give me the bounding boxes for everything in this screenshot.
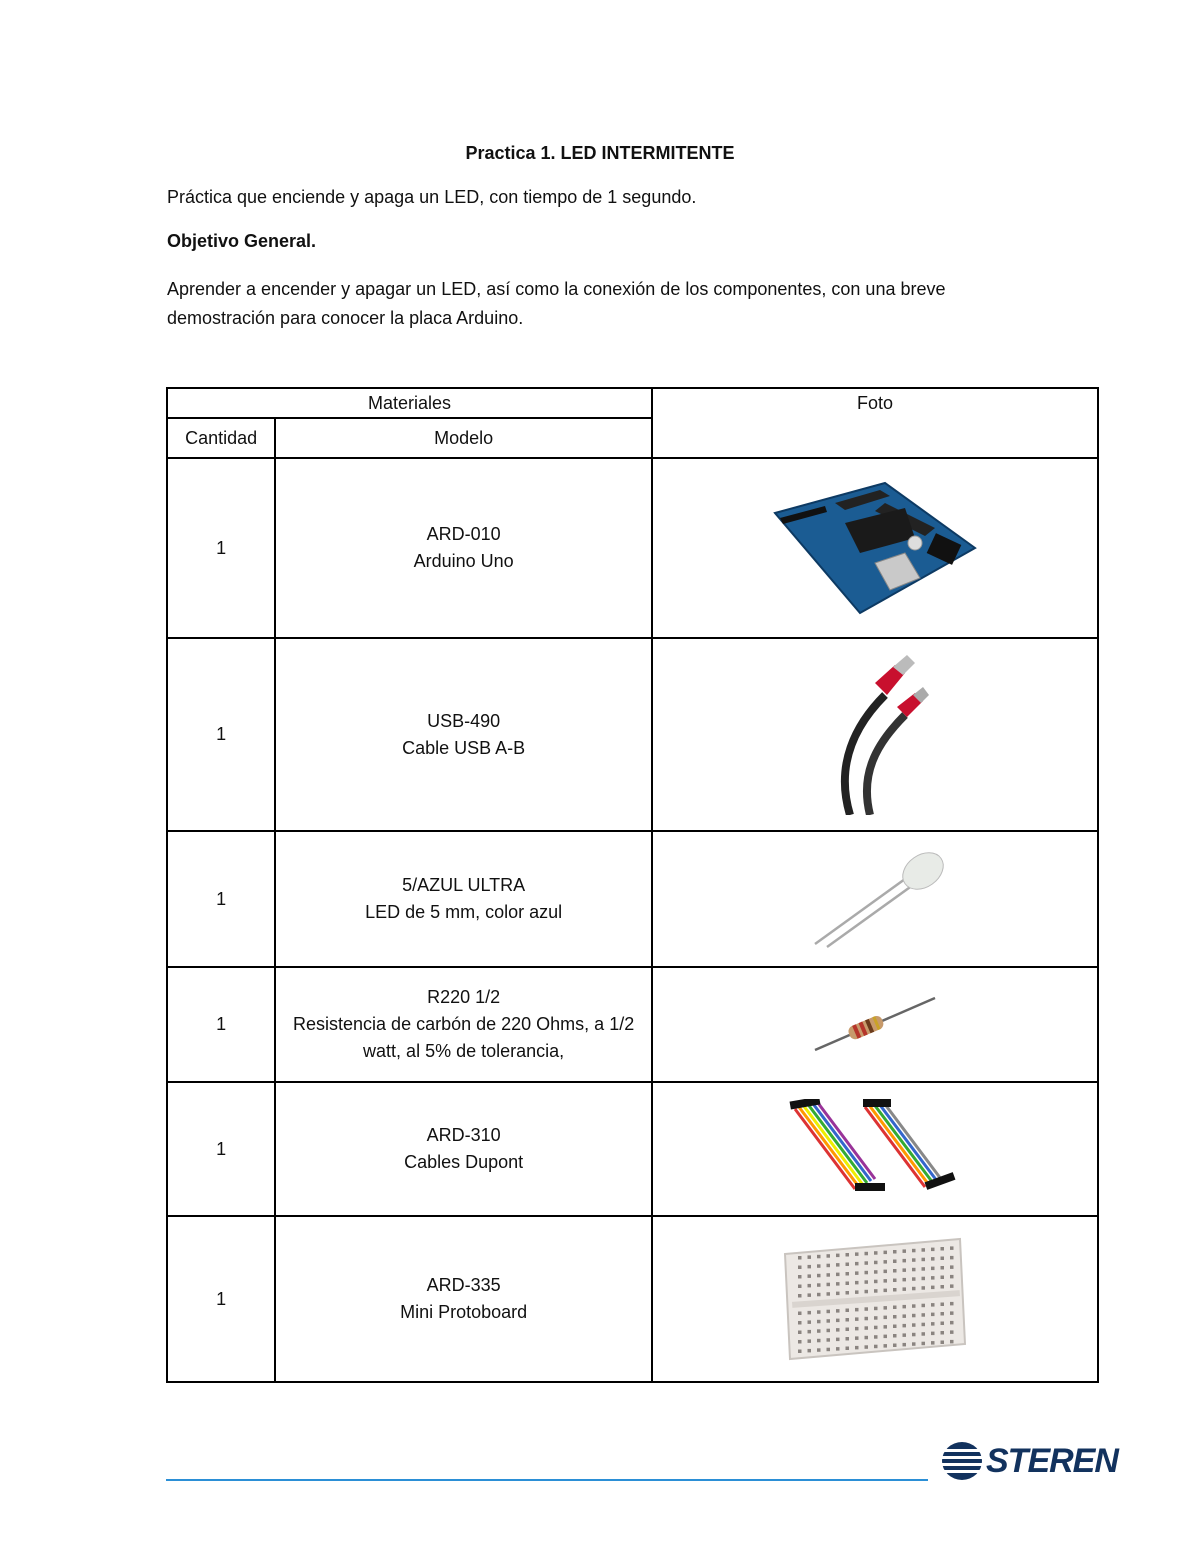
protoboard-hole <box>931 1276 935 1280</box>
protoboard-hole <box>827 1310 831 1314</box>
protoboard-hole <box>893 1325 897 1329</box>
protoboard-hole <box>903 1314 907 1318</box>
arduino-board-icon <box>765 478 985 618</box>
protoboard-hole <box>912 1258 916 1262</box>
table-row <box>167 831 1098 967</box>
protoboard-hole <box>912 1314 916 1318</box>
protoboard-hole <box>836 1292 840 1296</box>
model-code: ARD-010 <box>426 524 501 544</box>
photo-cell <box>652 1082 1098 1216</box>
protoboard-hole <box>912 1342 916 1346</box>
protoboard-hole <box>855 1271 859 1275</box>
protoboard-hole <box>922 1323 926 1327</box>
protoboard-hole <box>874 1280 878 1284</box>
steren-logo <box>940 1440 1125 1482</box>
protoboard-hole <box>950 1340 954 1344</box>
protoboard-hole <box>827 1283 831 1287</box>
protoboard-hole <box>903 1333 907 1337</box>
protoboard-hole <box>846 1347 850 1351</box>
protoboard-hole <box>903 1249 907 1253</box>
protoboard-hole <box>827 1348 831 1352</box>
protoboard-hole <box>827 1319 831 1323</box>
protoboard-hole <box>874 1307 878 1311</box>
photo-cell <box>652 831 1098 967</box>
protoboard-hole <box>836 1282 840 1286</box>
protoboard-hole <box>836 1338 840 1342</box>
protoboard-hole <box>912 1268 916 1272</box>
protoboard-hole <box>893 1288 897 1292</box>
protoboard-hole <box>922 1277 926 1281</box>
protoboard-hole <box>941 1312 945 1316</box>
model-cell <box>275 1216 652 1382</box>
model-cell <box>275 638 652 831</box>
protoboard-hole <box>817 1339 821 1343</box>
protoboard-hole <box>798 1340 802 1344</box>
protoboard-hole <box>827 1338 831 1342</box>
photo-cell <box>652 1216 1098 1382</box>
model-description: Mini Protoboard <box>400 1302 528 1322</box>
protoboard-hole <box>874 1335 878 1339</box>
protoboard-hole <box>912 1287 916 1291</box>
table-row <box>167 967 1098 1082</box>
photo-cell <box>652 458 1098 638</box>
usb-cable-icon <box>815 655 935 815</box>
protoboard-hole <box>808 1339 812 1343</box>
protoboard-hole <box>865 1252 869 1256</box>
protoboard-hole <box>884 1279 888 1283</box>
protoboard-hole <box>817 1329 821 1333</box>
protoboard-hole <box>950 1311 954 1315</box>
protoboard-hole <box>912 1249 916 1253</box>
model-code: R220 1/2 <box>427 987 501 1007</box>
quantity-cell: 1 <box>167 967 275 1082</box>
protoboard-hole <box>846 1253 850 1257</box>
protoboard-hole <box>808 1255 812 1259</box>
protoboard-hole <box>874 1345 878 1349</box>
protoboard-hole <box>817 1255 821 1259</box>
quantity-header: Cantidad <box>167 418 275 458</box>
quantity-cell: 1 <box>167 831 275 967</box>
protoboard-hole <box>903 1324 907 1328</box>
protoboard-hole <box>941 1322 945 1326</box>
intro-text: Práctica que enciende y apaga un LED, con tiempo de 1 segundo. <box>167 187 697 207</box>
protoboard-hole <box>827 1273 831 1277</box>
protoboard-hole <box>893 1306 897 1310</box>
protoboard-hole <box>922 1342 926 1346</box>
model-code: USB-490 <box>427 710 501 731</box>
protoboard-hole <box>855 1317 859 1321</box>
protoboard-hole <box>836 1254 840 1258</box>
protoboard-hole <box>874 1289 878 1293</box>
protoboard-hole <box>808 1274 812 1278</box>
protoboard-hole <box>827 1264 831 1268</box>
protoboard-hole <box>836 1309 840 1313</box>
protoboard-hole <box>874 1270 878 1274</box>
protoboard-hole <box>865 1307 869 1311</box>
protoboard-hole <box>903 1268 907 1272</box>
protoboard-hole <box>931 1313 935 1317</box>
protoboard-hole <box>798 1294 802 1298</box>
protoboard-hole <box>903 1278 907 1282</box>
materials-table <box>166 387 1099 1383</box>
protoboard-hole <box>817 1293 821 1297</box>
protoboard-hole <box>817 1320 821 1324</box>
protoboard-hole <box>912 1323 916 1327</box>
protoboard-hole <box>846 1328 850 1332</box>
protoboard-hole <box>903 1259 907 1263</box>
protoboard-hole <box>922 1313 926 1317</box>
model-description: Cable USB A-B <box>402 737 526 758</box>
protoboard-hole <box>912 1277 916 1281</box>
protoboard-hole <box>817 1274 821 1278</box>
protoboard-hole <box>798 1256 802 1260</box>
led-icon <box>795 849 955 949</box>
protoboard-hole <box>798 1321 802 1325</box>
protoboard-hole <box>950 1284 954 1288</box>
model-cell <box>275 458 652 638</box>
model-description: Arduino Uno <box>413 551 514 571</box>
protoboard-hole <box>846 1282 850 1286</box>
protoboard-hole <box>836 1273 840 1277</box>
quantity-cell: 1 <box>167 1082 275 1216</box>
protoboard-hole <box>865 1280 869 1284</box>
protoboard-hole <box>903 1343 907 1347</box>
quantity-cell: 1 <box>167 638 275 831</box>
protoboard-hole <box>931 1341 935 1345</box>
protoboard-icon <box>780 1234 970 1364</box>
protoboard-hole <box>893 1260 897 1264</box>
protoboard-hole <box>874 1316 878 1320</box>
protoboard-hole <box>855 1281 859 1285</box>
protoboard-hole <box>884 1289 888 1293</box>
protoboard-hole <box>855 1262 859 1266</box>
table-row <box>167 1216 1098 1382</box>
protoboard-hole <box>827 1254 831 1258</box>
protoboard-hole <box>846 1263 850 1267</box>
protoboard-hole <box>931 1257 935 1261</box>
protoboard-hole <box>836 1319 840 1323</box>
protoboard-hole <box>912 1304 916 1308</box>
table-row <box>167 638 1098 831</box>
table-row <box>167 1082 1098 1216</box>
protoboard-hole <box>893 1279 897 1283</box>
protoboard-hole <box>941 1303 945 1307</box>
protoboard-hole <box>865 1261 869 1265</box>
protoboard-hole <box>884 1325 888 1329</box>
protoboard-hole <box>922 1267 926 1271</box>
protoboard-hole <box>931 1267 935 1271</box>
protoboard-hole <box>950 1275 954 1279</box>
protoboard-hole <box>827 1292 831 1296</box>
protoboard-hole <box>903 1287 907 1291</box>
protoboard-hole <box>855 1290 859 1294</box>
protoboard-hole <box>808 1284 812 1288</box>
protoboard-hole <box>874 1261 878 1265</box>
protoboard-hole <box>817 1310 821 1314</box>
protoboard-hole <box>931 1286 935 1290</box>
protoboard-hole <box>893 1250 897 1254</box>
protoboard-hole <box>912 1333 916 1337</box>
protoboard-hole <box>941 1331 945 1335</box>
protoboard-hole <box>931 1248 935 1252</box>
protoboard-hole <box>865 1317 869 1321</box>
protoboard-hole <box>884 1306 888 1310</box>
protoboard-hole <box>931 1303 935 1307</box>
model-description: LED de 5 mm, color azul <box>365 902 563 922</box>
protoboard-hole <box>817 1348 821 1352</box>
protoboard-hole <box>808 1265 812 1269</box>
protoboard-hole <box>950 1265 954 1269</box>
table-row <box>167 458 1098 638</box>
protoboard-hole <box>865 1271 869 1275</box>
protoboard-hole <box>846 1309 850 1313</box>
protoboard-hole <box>950 1246 954 1250</box>
protoboard-hole <box>931 1332 935 1336</box>
protoboard-hole <box>798 1312 802 1316</box>
protoboard-hole <box>855 1346 859 1350</box>
protoboard-hole <box>808 1349 812 1353</box>
protoboard-hole <box>922 1332 926 1336</box>
steren-logo-icon <box>940 1440 984 1482</box>
protoboard-hole <box>836 1328 840 1332</box>
protoboard-hole <box>884 1251 888 1255</box>
model-code: 5/AZUL ULTRA <box>402 875 526 895</box>
protoboard-hole <box>846 1337 850 1341</box>
protoboard-hole <box>846 1291 850 1295</box>
photo-cell <box>652 638 1098 831</box>
dupont-cables-icon <box>785 1099 965 1199</box>
objective-heading: Objetivo General. <box>167 231 317 251</box>
protoboard-hole <box>941 1285 945 1289</box>
document-title: Practica 1. LED INTERMITENTE <box>465 143 735 163</box>
protoboard-hole <box>884 1270 888 1274</box>
quantity-cell: 1 <box>167 458 275 638</box>
model-description: Cables Dupont <box>404 1152 524 1172</box>
protoboard-hole <box>893 1334 897 1338</box>
protoboard-hole <box>855 1252 859 1256</box>
protoboard-hole <box>865 1345 869 1349</box>
protoboard-hole <box>827 1329 831 1333</box>
protoboard-hole <box>884 1344 888 1348</box>
protoboard-hole <box>893 1315 897 1319</box>
protoboard-hole <box>865 1336 869 1340</box>
protoboard-hole <box>798 1275 802 1279</box>
protoboard-hole <box>922 1248 926 1252</box>
protoboard-hole <box>808 1311 812 1315</box>
protoboard-hole <box>808 1293 812 1297</box>
protoboard-hole <box>884 1316 888 1320</box>
protoboard-hole <box>808 1320 812 1324</box>
quantity-cell: 1 <box>167 1216 275 1382</box>
protoboard-hole <box>836 1263 840 1267</box>
protoboard-hole <box>941 1266 945 1270</box>
protoboard-hole <box>950 1321 954 1325</box>
protoboard-hole <box>808 1330 812 1334</box>
model-code: ARD-310 <box>426 1125 501 1145</box>
protoboard-hole <box>931 1322 935 1326</box>
photo-header: Foto <box>652 388 1098 458</box>
protoboard-hole <box>798 1331 802 1335</box>
protoboard-hole <box>817 1283 821 1287</box>
model-cell <box>275 1082 652 1216</box>
protoboard-hole <box>922 1304 926 1308</box>
protoboard-hole <box>893 1344 897 1348</box>
protoboard-hole <box>950 1302 954 1306</box>
protoboard-hole <box>855 1308 859 1312</box>
model-cell <box>275 967 652 1082</box>
protoboard-hole <box>903 1305 907 1309</box>
protoboard-hole <box>846 1318 850 1322</box>
protoboard-hole <box>874 1326 878 1330</box>
protoboard-hole <box>798 1350 802 1354</box>
protoboard-hole <box>884 1260 888 1264</box>
protoboard-hole <box>798 1266 802 1270</box>
protoboard-hole <box>941 1341 945 1345</box>
protoboard-hole <box>950 1256 954 1260</box>
protoboard-hole <box>865 1290 869 1294</box>
model-header: Modelo <box>275 418 652 458</box>
protoboard-hole <box>817 1264 821 1268</box>
protoboard-hole <box>950 1330 954 1334</box>
protoboard-hole <box>836 1347 840 1351</box>
photo-cell <box>652 967 1098 1082</box>
protoboard-hole <box>922 1258 926 1262</box>
objective-text: Aprender a encender y apagar un LED, así como la conexión de los componentes, con una breve demostración para conocer la placa Arduino. <box>167 279 946 328</box>
protoboard-hole <box>922 1286 926 1290</box>
protoboard-hole <box>798 1285 802 1289</box>
protoboard-hole <box>874 1251 878 1255</box>
protoboard-hole <box>941 1247 945 1251</box>
model-code: ARD-335 <box>426 1275 501 1295</box>
protoboard-hole <box>865 1326 869 1330</box>
protoboard-hole <box>846 1272 850 1276</box>
protoboard-hole <box>941 1257 945 1261</box>
resistor-icon <box>810 990 940 1060</box>
protoboard-hole <box>855 1327 859 1331</box>
footer-line <box>166 1479 928 1481</box>
protoboard-hole <box>855 1336 859 1340</box>
model-description: Resistencia de carbón de 220 Ohms, a 1/2 watt, al 5% de tolerancia, <box>293 1014 635 1061</box>
materials-header: Materiales <box>167 388 652 418</box>
protoboard-hole <box>884 1335 888 1339</box>
protoboard-hole <box>941 1276 945 1280</box>
model-cell <box>275 831 652 967</box>
protoboard-hole <box>893 1269 897 1273</box>
logo-text: STEREN <box>986 1442 1118 1480</box>
